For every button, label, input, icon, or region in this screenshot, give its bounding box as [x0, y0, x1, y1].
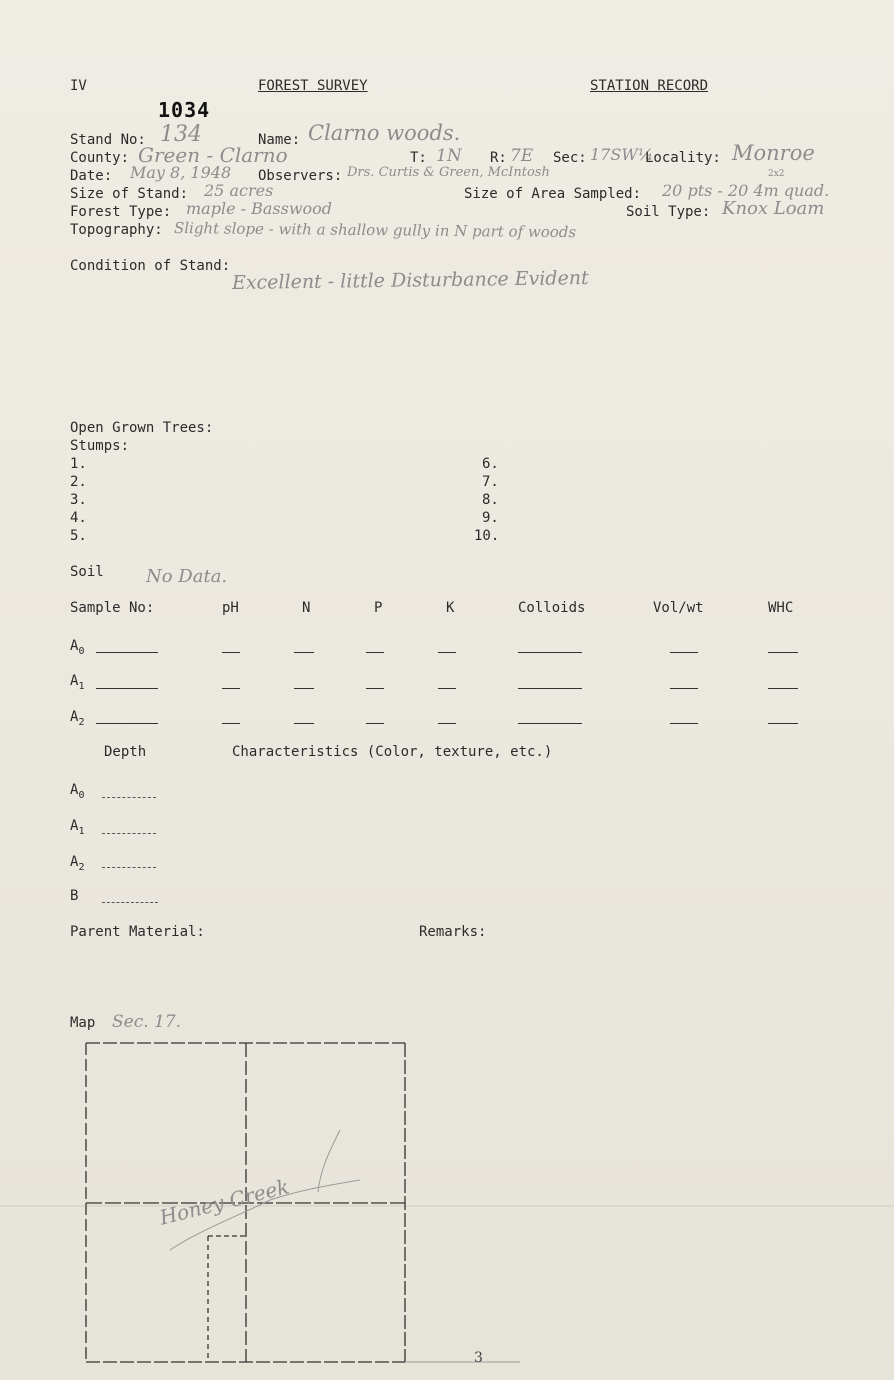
area-sampled-value: 20 pts - 20 4m quad.	[662, 181, 830, 200]
name-value: Clarno woods.	[308, 121, 461, 145]
depth-row-label: $A_2$	[70, 854, 85, 873]
stump-item: 1.	[70, 456, 87, 472]
stump-item: 8.	[482, 492, 499, 508]
map-label: Map	[70, 1015, 96, 1031]
depth-label: Depth	[104, 744, 147, 760]
page-mark: 3	[474, 1350, 483, 1366]
soil-header-p: P	[374, 600, 383, 616]
depth-row-label: B	[70, 888, 79, 904]
parent-material-label: Parent Material:	[70, 924, 205, 940]
stand-no-value: 134	[160, 122, 202, 147]
stump-item: 7.	[482, 474, 499, 490]
stump-item: 10.	[474, 528, 500, 544]
county-label: County:	[70, 150, 130, 166]
form-title: FOREST SURVEY	[258, 78, 368, 94]
open-grown-label: Open Grown Trees:	[70, 420, 214, 436]
topography-label: Topography:	[70, 222, 163, 238]
locality-label: Locality:	[645, 150, 721, 166]
stand-no-label: Stand No:	[70, 132, 146, 148]
condition-value: Excellent - little Disturbance Evident	[231, 267, 589, 294]
stand-size-label: Size of Stand:	[70, 186, 189, 202]
depth-row-label: $A_1$	[70, 818, 85, 837]
creek-label: Honey Creek	[157, 1174, 292, 1230]
remarks-label: Remarks:	[419, 924, 487, 940]
soil-type-value: Knox Loam	[722, 198, 825, 219]
soil-note: No Data.	[146, 566, 228, 587]
stump-item: 5.	[70, 528, 87, 544]
stump-item: 9.	[482, 510, 499, 526]
section-numeral: IV	[70, 78, 87, 94]
date-value: May 8, 1948	[130, 163, 232, 182]
county-value: Green - Clarno	[138, 143, 288, 167]
section-value: 17SW¼	[590, 145, 654, 164]
soil-type-label: Soil Type:	[626, 204, 711, 220]
soil-header-whc: WHC	[768, 600, 794, 616]
map-section-note: Sec. 17.	[112, 1012, 182, 1032]
stumps-label: Stumps:	[70, 438, 130, 454]
soil-header-volwt: Vol/wt	[653, 600, 704, 616]
topography-value: Slight slope - with a shallow gully in N part of woods	[173, 219, 577, 242]
stamp-number: 1034	[158, 98, 211, 122]
observers-label: Observers:	[258, 168, 343, 184]
stump-item: 4.	[70, 510, 87, 526]
township-label: T:	[410, 150, 427, 166]
range-value: 7E	[510, 146, 534, 166]
soil-sample-label: $A_0$	[70, 638, 85, 657]
area-sampled-label: Size of Area Sampled:	[464, 186, 642, 202]
range-label: R:	[490, 150, 507, 166]
condition-label: Condition of Stand:	[70, 258, 231, 274]
stand-size-value: 25 acres	[204, 181, 274, 200]
forest-type-value: maple - Basswood	[186, 199, 333, 218]
township-value: 1N	[436, 146, 462, 166]
soil-header-sample: Sample No:	[70, 600, 155, 616]
stump-item: 3.	[70, 492, 87, 508]
soil-sample-label: $A_1$	[70, 673, 85, 692]
soil-header-n: N	[302, 600, 311, 616]
stump-item: 6.	[482, 456, 499, 472]
soil-header-ph: pH	[222, 600, 239, 616]
form-subtitle: STATION RECORD	[590, 78, 709, 94]
soil-label: Soil	[70, 564, 104, 580]
date-label: Date:	[70, 168, 113, 184]
locality-value: Monroe	[732, 141, 815, 165]
soil-header-k: K	[446, 600, 455, 616]
soil-header-colloids: Colloids	[518, 600, 586, 616]
forest-type-label: Forest Type:	[70, 204, 172, 220]
area-sampled-note: 2x2	[768, 169, 785, 179]
depth-row-label: $A_0$	[70, 782, 85, 801]
soil-sample-label: $A_2$	[70, 709, 85, 728]
characteristics-label: Characteristics (Color, texture, etc.)	[232, 744, 553, 760]
name-label: Name:	[258, 132, 301, 148]
section-label: Sec:	[553, 150, 587, 166]
stump-item: 2.	[70, 474, 87, 490]
observers-value: Drs. Curtis & Green, McIntosh	[347, 165, 550, 180]
